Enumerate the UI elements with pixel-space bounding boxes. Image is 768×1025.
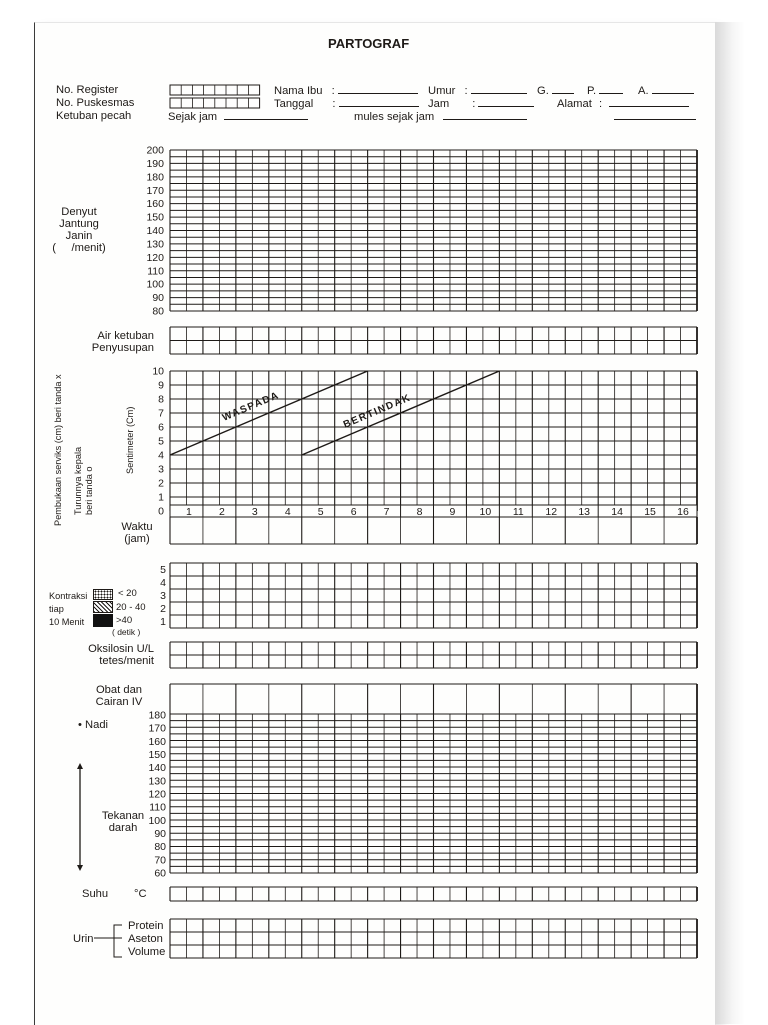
hour-label-2: 2 [218,506,225,518]
cervix-tick-0: 0 [158,505,164,518]
urine-volume-label: Volume [128,946,166,958]
page-title: PARTOGRAF [328,36,410,51]
legend-gt40-label: >40 [116,615,133,626]
cervix-tick-5: 5 [158,435,164,448]
legend-20-40-swatch [93,601,113,613]
vitals-grid[interactable] [170,714,697,873]
amniotic-fluid-label: Air ketuban Penyusupan [91,330,154,354]
contractions-tick-2: 2 [160,603,166,615]
drugs-iv-label: Obat dan Cairan IV [95,684,143,708]
tanggal-line [339,97,419,107]
cervix-grid[interactable] [170,371,697,511]
cervical-dilation-label: Pembukaan serviks (cm) beri tanda x [53,374,63,526]
no-puskesmas-label: No. Puskesmas [56,97,135,109]
legend-lt20-swatch [93,589,113,600]
oxytocin-label: Oksilosin U/L tetes/menit [88,643,154,667]
hour-label-12: 12 [545,506,558,518]
legend-lt20-label: < 20 [118,588,137,599]
hour-label-6: 6 [350,506,357,518]
mules-sejak-jam-line [443,110,527,120]
nama-ibu-line [338,84,418,94]
vitals-tick-150: 150 [148,749,166,761]
hour-label-16: 16 [677,506,689,518]
vitals-tick-180: 180 [148,709,166,722]
hour-label-5: 5 [317,506,324,518]
umur-label: Umur [428,85,456,97]
alamat-field[interactable] [557,97,689,110]
umur-line [471,84,527,94]
contractions-grid[interactable] [170,563,697,628]
tanggal-field[interactable] [274,97,419,110]
vitals-tick-140: 140 [148,762,166,775]
jam-colon: : [472,98,476,110]
legend-gt40-swatch [93,614,113,627]
alamat-line-2[interactable] [614,110,696,123]
nama-ibu-label: Nama Ibu [274,85,323,97]
urine-bracket-icon [92,922,132,962]
nama-ibu-colon: : [331,85,335,97]
tanggal-colon: : [332,98,336,110]
vitals-tick-90: 90 [154,828,166,840]
vitals-tick-170: 170 [148,722,166,735]
umur-field[interactable] [428,84,527,97]
fhr-tick-80: 80 [152,305,164,318]
temperature-unit: °C [134,888,147,900]
contractions-tick-1: 1 [160,616,166,628]
fhr-tick-110: 110 [147,265,164,278]
umur-colon: : [464,85,468,97]
time-grid[interactable] [170,517,697,544]
fhr-tick-190: 190 [146,157,164,170]
fhr-tick-120: 120 [146,251,164,264]
cervix-tick-3: 3 [158,463,164,476]
cervix-tick-7: 7 [158,407,164,420]
fhr-tick-150: 150 [146,211,164,224]
bp-arrow-icon [78,763,82,869]
urine-aseton-label: Aseton [128,933,163,945]
pulse-label: • Nadi [78,719,109,731]
contractions-tick-4: 4 [160,577,166,589]
tanggal-label: Tanggal [274,98,314,110]
hour-label-11: 11 [512,506,524,518]
cervix-tick-8: 8 [158,393,164,406]
hour-label-10: 10 [479,506,492,518]
no-register-label: No. Register [56,84,119,96]
cervix-tick-1: 1 [158,491,164,504]
fhr-grid[interactable] [170,150,697,311]
blood-pressure-label: Tekanan darah [101,810,145,834]
vitals-tick-60: 60 [154,867,166,880]
fhr-tick-130: 130 [146,238,164,251]
urine-label: Urin [73,933,94,945]
a-label: A. [638,85,649,97]
alamat-label: Alamat [557,98,592,110]
hour-label-3: 3 [251,506,258,518]
legend-20-40-label: 20 - 40 [116,602,146,613]
hour-label-8: 8 [416,506,423,518]
vitals-tick-160: 160 [148,735,166,748]
p-label: P. [587,85,597,97]
temperature-grid[interactable] [170,887,697,901]
waktu-label: Waktu (jam) [121,521,153,545]
vitals-tick-120: 120 [148,788,166,801]
p-line [599,84,623,94]
p-field[interactable] [587,84,623,97]
fhr-tick-100: 100 [146,278,164,291]
vitals-tick-80: 80 [154,841,166,854]
alert-line-label: WASPADA [220,389,282,424]
temperature-label: Suhu [82,888,109,900]
jam-field[interactable] [428,97,534,110]
amniotic-fluid-grid[interactable] [170,327,697,354]
cervix-tick-6: 6 [158,421,164,434]
jam-line [478,97,534,107]
hour-label-4: 4 [284,506,291,518]
fhr-label: Denyut Jantung Janin ( /menit) [52,206,106,254]
fhr-tick-170: 170 [146,184,164,197]
contractions-tick-3: 3 [160,590,166,602]
urine-protein-label: Protein [128,920,164,932]
contractions-tick-5: 5 [160,564,166,576]
nama-ibu-field[interactable] [274,84,418,97]
vitals-tick-100: 100 [148,814,166,827]
alamat-line [609,97,689,107]
mules-sejak-jam-field[interactable] [354,110,527,123]
a-field[interactable] [638,84,694,97]
cervix-tick-2: 2 [158,477,164,490]
hour-label-14: 14 [611,506,623,518]
action-line-label: BERTINDAK [341,392,413,431]
urine-grid[interactable] [170,919,697,958]
g-field[interactable] [537,84,574,97]
hour-label-1: 1 [186,506,192,518]
g-label: G. [537,85,549,97]
g-line [552,84,574,94]
legend-unit-label: ( detik ) [112,627,141,637]
vitals-tick-130: 130 [148,775,166,788]
fhr-tick-140: 140 [146,225,164,237]
oxytocin-grid[interactable] [170,642,697,668]
hour-label-7: 7 [383,506,390,518]
contraction-label: Kontraksi tiap 10 Menit [49,591,88,627]
head-descent-label: Turunnya kepala beri tanda o [73,446,94,515]
vitals-tick-110: 110 [149,801,166,814]
fhr-tick-200: 200 [146,144,164,157]
cervix-tick-9: 9 [158,379,164,392]
hour-label-9: 9 [449,506,456,518]
fhr-tick-180: 180 [146,171,164,184]
centimeter-axis-label: Sentimeter (Cm) [125,406,135,474]
mules-sejak-jam-label: mules sejak jam [354,111,435,123]
hour-label-13: 13 [578,506,591,518]
cervix-tick-4: 4 [158,449,164,462]
drugs-iv-grid[interactable] [170,684,697,714]
sejak-jam-label: Sejak jam [168,111,218,123]
vitals-tick-70: 70 [154,854,166,867]
sejak-jam-line [224,110,308,120]
sejak-jam-field[interactable] [168,110,308,123]
fhr-tick-90: 90 [152,292,164,305]
jam-label: Jam [428,98,450,110]
fhr-tick-160: 160 [146,198,164,211]
alamat-colon: : [598,98,603,110]
ketuban-pecah-label: Ketuban pecah [56,110,132,122]
hour-label-15: 15 [644,506,656,518]
cervix-tick-10: 10 [152,365,164,378]
a-line [652,84,694,94]
